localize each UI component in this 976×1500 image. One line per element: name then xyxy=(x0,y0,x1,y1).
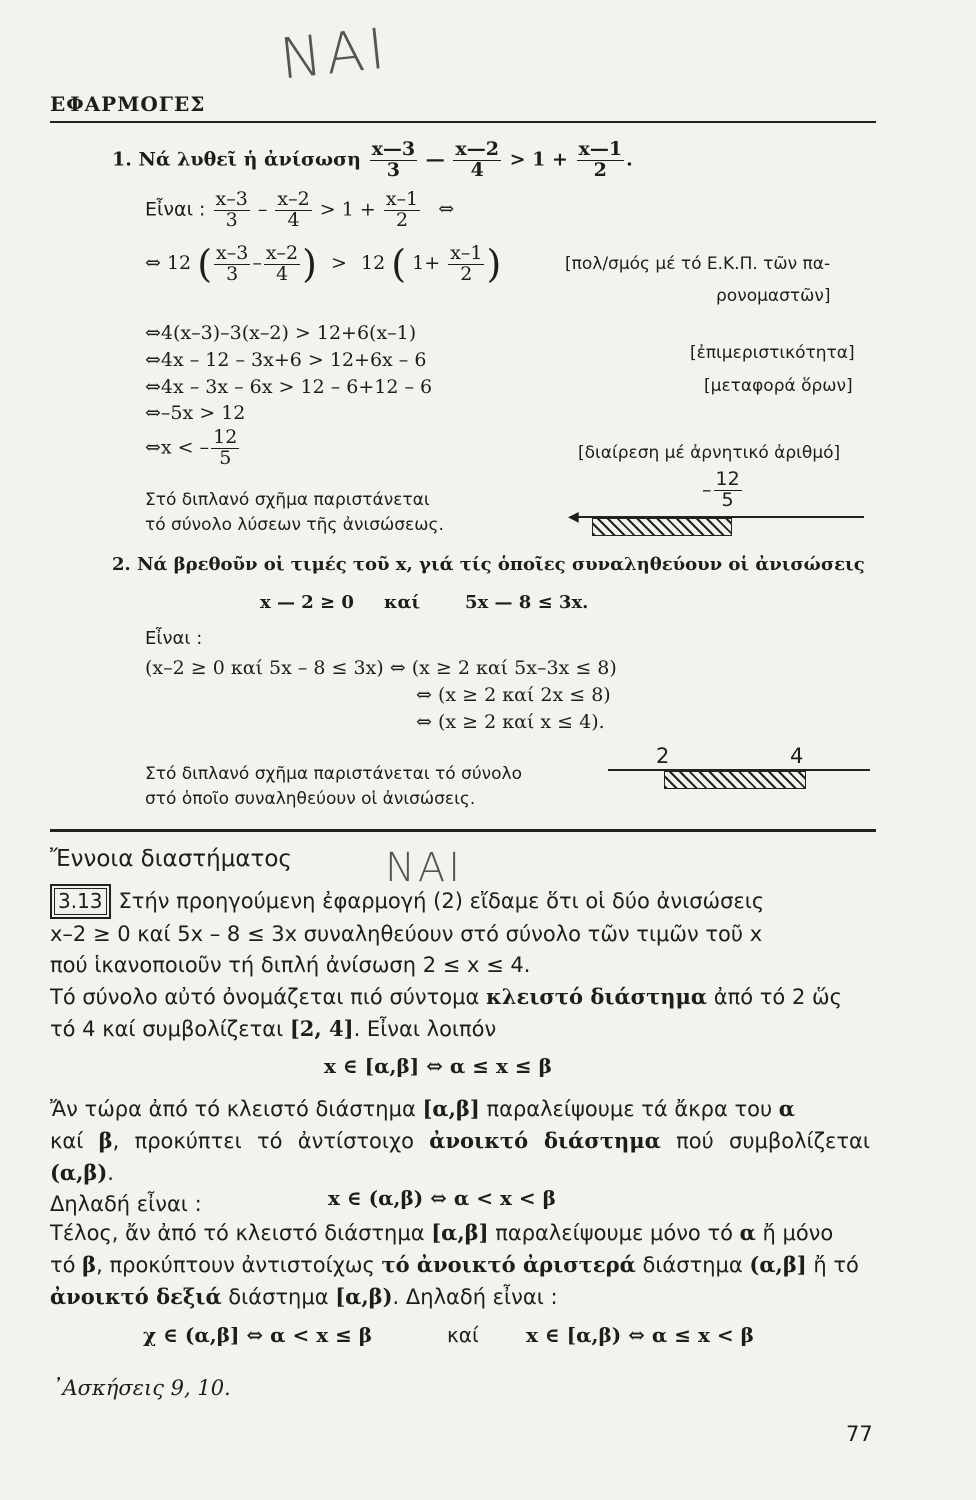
example-2-text: Νά βρεθοῦν οἱ τιμές τοῦ x, γιά τίς ὁποῖες συναληθεύουν οἱ ἀνισώσεις xyxy=(137,554,865,575)
frac-numerator: x—1 xyxy=(578,138,623,160)
header-rule xyxy=(50,121,876,123)
figure-2-label-left: 2 xyxy=(656,744,670,768)
interval-symbol: [α,β] xyxy=(422,1096,480,1121)
symbol-alpha: α xyxy=(739,1220,756,1245)
text: , προκύπτουν ἀντιστοίχως xyxy=(96,1253,382,1277)
example-1-number: 1. xyxy=(112,148,132,171)
figure-caption-1b: τό σύνολο λύσεων τῆς ἀνισώσεως. xyxy=(145,515,444,535)
derivation-final xyxy=(145,428,241,469)
paragraph-line: x–2 ≥ 0 καί 5x – 8 ≤ 3x συναληθεύουν στό σύνολο τῶν τιμῶν τοῦ x xyxy=(50,922,763,946)
page-header-title: ΕΦΑΡΜΟΓΕΣ xyxy=(50,92,206,116)
note-lcm-cont: ρονομαστῶν] xyxy=(716,286,831,306)
frac-denominator: 5 xyxy=(219,446,232,469)
period: . xyxy=(626,148,633,171)
equivalence-symbol: ⇔ xyxy=(438,198,455,221)
example-1-step-1: ⇔ 12 ( $\frac{x-3}{3}$ – $\frac{x-2}{4}$ ) > 12 ( 1+ $\frac{x-1}{2}$ ) xyxy=(145,241,502,286)
frac-denominator: 4 xyxy=(275,262,289,285)
text: καί xyxy=(50,1129,99,1153)
paragraph-1 xyxy=(50,884,870,981)
text: . Εἶναι λοιπόν xyxy=(353,1017,497,1041)
number: 12 xyxy=(166,252,192,274)
frac-numerator: 12 xyxy=(213,426,238,448)
text: παραλείψουμε τά ἄκρα του xyxy=(479,1097,779,1121)
note-move-terms: [μεταφορά ὅρων] xyxy=(704,376,853,396)
einai-label: Εἶναι : xyxy=(145,628,203,649)
final-lhs: ⇔x < – xyxy=(145,436,210,459)
interval-symbol: [α,β) xyxy=(335,1284,393,1309)
text: διάστημα xyxy=(221,1285,336,1309)
example-2-number: 2. xyxy=(112,554,131,575)
figure-caption-2a: Στό διπλανό σχῆμα παριστάνεται τό σύνολο xyxy=(145,764,523,784)
einai-label: Εἶναι : xyxy=(145,198,206,221)
operator: > 1 + xyxy=(509,148,568,171)
text: ἤ μόνο xyxy=(755,1221,834,1245)
solution-set-hatch-1 xyxy=(592,518,732,536)
paragraph-line: πού ἱκανοποιοῦν τή διπλή ἀνίσωση 2 ≤ x ≤ 4. xyxy=(50,953,531,977)
frac-numerator: x—2 xyxy=(455,138,499,160)
symbol-beta: β xyxy=(82,1252,97,1277)
term-closed-interval: κλειστό διάστημα xyxy=(486,984,708,1009)
example-2-system-and: καί xyxy=(384,592,421,613)
paragraph-4 xyxy=(50,1217,870,1313)
number: 1+ xyxy=(412,252,441,274)
frac-numerator: x–1 xyxy=(450,241,483,264)
term-left-open-interval: τό ἀνοικτό ἀριστερά xyxy=(381,1252,636,1277)
number: 12 xyxy=(361,252,386,274)
term-right-open-interval: ἀνοικτό δεξιά xyxy=(50,1284,222,1309)
interval-symbol: (α,β] xyxy=(749,1252,807,1277)
figure-1-label xyxy=(702,470,744,511)
equivalence-symbol: ⇔ xyxy=(145,252,161,274)
figure-2-label-right: 4 xyxy=(790,744,804,768)
section-number-box: 3.13 xyxy=(50,884,111,919)
derivation-line: ⇔4(x–3)–3(x–2) > 12+6(x–1) xyxy=(145,322,417,344)
conjunction-and: καί xyxy=(447,1323,479,1347)
example-2-line: ⇔ (x ≥ 2 καί 2x ≤ 8) xyxy=(416,684,611,706)
text: , προκύπτει τό ἀντίστοιχο xyxy=(112,1129,430,1153)
text: . xyxy=(107,1161,114,1185)
definition-open-interval: x ∈ (α,β) ⇔ α < x < β xyxy=(328,1186,556,1210)
text: τό xyxy=(50,1253,83,1277)
paragraph-line: Στήν προηγούμενη ἐφαρμογή (2) εἴδαμε ὅτι οἱ δύο ἀνισώσεις xyxy=(118,889,765,913)
note-negative-division: [διαίρεση μέ ἀρνητικό ἀριθμό] xyxy=(578,443,841,463)
text: . Δηλαδή εἶναι : xyxy=(392,1285,558,1309)
derivation-line: ⇔–5x > 12 xyxy=(145,402,246,424)
frac-denominator: 3 xyxy=(225,208,238,231)
definition-left-open-interval: χ ∈ (α,β] ⇔ α < x ≤ β xyxy=(143,1323,373,1347)
text: Τέλος, ἄν ἀπό τό κλειστό διάστημα xyxy=(50,1221,432,1245)
frac-denominator: 2 xyxy=(593,158,607,181)
figure-caption-2b: στό ὁποῖο συναληθεύουν οἱ ἀνισώσεις. xyxy=(145,789,476,809)
example-1-step-0 xyxy=(145,190,454,231)
frac-numerator: x–3 xyxy=(215,188,248,210)
definition-right-open-interval: x ∈ [α,β) ⇔ α ≤ x < β xyxy=(526,1323,754,1347)
handwritten-annotation-middle: ΝΑΙ xyxy=(385,845,464,891)
text: τό 4 καί συμβολίζεται xyxy=(50,1017,290,1041)
frac-numerator: x–3 xyxy=(216,241,249,264)
frac-denominator: 2 xyxy=(395,208,409,231)
text: διάστημα xyxy=(635,1253,750,1277)
frac-denominator: 3 xyxy=(226,262,239,285)
handwritten-annotation-top: ΝΑΙ xyxy=(276,16,392,93)
example-2-system-first: x — 2 ≥ 0 xyxy=(260,592,354,613)
paragraph-2 xyxy=(50,981,870,1045)
operator: — xyxy=(425,148,445,171)
interval-symbol: (α,β) xyxy=(50,1160,108,1185)
frac-numerator: x–2 xyxy=(277,188,310,210)
paragraph-line: Δηλαδή εἶναι : xyxy=(50,1192,202,1216)
arrow-left-icon: ◀ xyxy=(568,509,579,525)
frac-denominator: 3 xyxy=(386,158,400,181)
section-title: Ἔννοια διαστήματος xyxy=(50,846,292,872)
text: πού συμβολίζεται xyxy=(660,1129,870,1153)
text: ἀπό τό 2 ὥς xyxy=(707,985,842,1009)
derivation-line: ⇔4x – 12 – 3x+6 > 12+6x – 6 xyxy=(145,349,427,371)
example-2-line: ⇔ (x ≥ 2 καί x ≤ 4). xyxy=(416,711,605,733)
section-rule xyxy=(50,829,876,832)
example-1-text: Νά λυθεῖ ἡ ἀνίσωση xyxy=(138,148,361,171)
minus-sign: – xyxy=(702,478,712,501)
frac-denominator: 4 xyxy=(470,158,484,181)
definition-closed-interval: x ∈ [α,β] ⇔ α ≤ x ≤ β xyxy=(324,1054,552,1078)
note-distributive: [ἐπιμεριστικότητα] xyxy=(690,343,855,363)
text: παραλείψουμε μόνο τό xyxy=(488,1221,740,1245)
frac-numerator: x–1 xyxy=(385,188,419,210)
example-2-line: (x–2 ≥ 0 καί 5x – 8 ≤ 3x) ⇔ (x ≥ 2 καί 5x–3x ≤ 8) xyxy=(145,657,617,679)
derivation-line: ⇔4x – 3x – 6x > 12 – 6+12 – 6 xyxy=(145,376,433,398)
figure-caption-1a: Στό διπλανό σχῆμα παριστάνεται xyxy=(145,490,430,510)
interval-symbol: [α,β] xyxy=(431,1220,489,1245)
operator: – xyxy=(252,252,262,274)
frac-denominator: 5 xyxy=(721,488,734,511)
symbol-beta: β xyxy=(98,1128,113,1153)
solution-set-hatch-2 xyxy=(664,771,806,789)
example-1-statement xyxy=(112,140,633,181)
operator: > xyxy=(331,252,347,274)
exercises-reference: ᾿Ασκήσεις 9, 10. xyxy=(52,1376,231,1400)
frac-denominator: 4 xyxy=(287,208,300,231)
text: ἤ τό xyxy=(806,1253,859,1277)
example-2-system-second: 5x — 8 ≤ 3x. xyxy=(465,592,589,613)
symbol-alpha: α xyxy=(778,1096,795,1121)
page-number: 77 xyxy=(846,1422,873,1446)
note-lcm: [πολ/σμός μέ τό Ε.Κ.Π. τῶν πα- xyxy=(565,254,831,274)
term-open-interval: ἀνοικτό διάστημα xyxy=(429,1128,661,1153)
frac-denominator: 2 xyxy=(460,262,473,285)
interval-symbol: [2, 4] xyxy=(289,1016,354,1041)
operator: – xyxy=(257,198,268,221)
frac-numerator: x—3 xyxy=(371,138,416,160)
example-2-statement xyxy=(112,554,865,575)
operator: > 1 + xyxy=(319,198,376,221)
text: Τό σύνολο αὐτό ὀνομάζεται πιό σύντομα xyxy=(50,985,487,1009)
text: Ἄν τώρα ἀπό τό κλειστό διάστημα xyxy=(50,1097,423,1121)
frac-numerator: x–2 xyxy=(265,241,299,264)
frac-numerator: 12 xyxy=(715,468,740,490)
